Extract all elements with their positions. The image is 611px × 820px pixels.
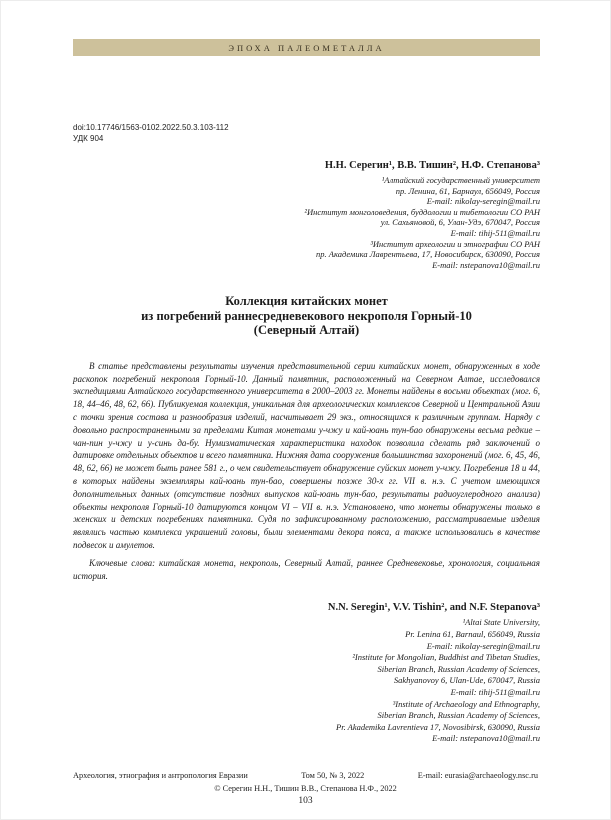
affiliation-line: ²Институт монголоведения, буддологии и тибетологии СО РАН [304, 206, 540, 217]
affiliation-line: Siberian Branch, Russian Academy of Sciences, [377, 710, 540, 721]
affiliation-line: ²Institute for Mongolian, Buddhist and Tibetan Studies, [352, 652, 540, 663]
title-line: из погребений раннесредневекового некрополя Горный-10 [141, 308, 472, 323]
footer-row [73, 771, 538, 781]
affiliations-en [73, 617, 540, 745]
running-head-text: ЭПОХА ПАЛЕОМЕТАЛЛА [228, 42, 385, 53]
article-meta [73, 122, 540, 144]
title-line: (Северный Алтай) [253, 323, 360, 338]
authors-ru: Н.Н. Серегин¹, В.В. Тишин², Н.Ф. Степанова³ [324, 160, 540, 171]
running-head-band [73, 39, 540, 56]
affiliation-line: E-mail: nstepanova10@mail.ru [432, 259, 540, 270]
affiliation-line: ³Institute of Archaeology and Ethnography, [392, 698, 540, 709]
affiliation-line: E-mail: tihij-511@mail.ru [450, 227, 540, 238]
issue-info: Том 50, № 3, 2022 [301, 771, 365, 780]
affiliation-line: ¹Алтайский государственный университет [381, 175, 540, 185]
article-title [73, 294, 540, 338]
abstract-text: В статье представлены результаты изучения представительной серии китайских монет, обнаруженных в ходе раскопок погребений некрополя Горный-10. Данный памятник, расположенный на Северном Алтае, исследовался экспедициями Алтайского государственного университета в 2000–2003 гг. Монеты найдены в восьми объектах (мог. 6, 18, 44–46, 48, 62, 66). Публикуемая коллекция, уникальная для археологических комплексов Северной и Центральной Азии с точки зрения состава и разнообразия изделий, насчитывает 29 экз., относящихся к различным группам. Наряду с довольно распространенными за пределами Китая монетами у-чжу и кай-юань тун-бао обнаружены весьма редкие – чан-пин у-чжу и у-синь да-бу. Нумизматическая характеристика находок позволила сделать ряд заключений о датировке отдельных объектов и всего памятника. Нижняя дата сооружения большинства захоронений (мог. 6, 45, 46, 48, 62, 66) не может быть ранее 581 г., о чем свидетельствует обнаружение суйских монет у-чжу. Погребения 18 и 44, в которых найдены экземпляры кай-юань тун-бао, совершены позже 30-х гг. VII в. н.э. С учетом имеющихся дополнительных данных (отсутствие поздних выпусков кай-юань тун-бао, результаты радиоуглеродного анализа) объекты некрополя Горный-10 датируются концом VI – VII в. н.э. Установлено, что монеты обнаружены только в женских и детских погребениях памятника. Судя по зафиксированному расположению, рассматриваемые изделия являлись частью комплекса украшений головы, были элементами декора пояса, а также использовались в качестве подвесок и амулетов. [73, 360, 540, 550]
journal-email: E-mail: eurasia@archaeology.nsc.ru [417, 771, 538, 780]
udc-text: УДК 904 [73, 134, 104, 143]
page-content [73, 39, 540, 745]
affiliation-line: пр. Ленина, 61, Барнаул, 656049, Россия [395, 185, 540, 196]
affiliation-line: ³Институт археологии и этнографии СО РАН [370, 238, 540, 249]
affiliation-line: Siberian Branch, Russian Academy of Sciences, [377, 663, 540, 674]
affiliation-line: Sakhyanovoy 6, Ulan-Ude, 670047, Russia [393, 675, 540, 686]
keywords-text: Ключевые слова: китайская монета, некрополь, Северный Алтай, раннее Средневековье, хронология, социальная история. [73, 557, 540, 581]
affiliation-line: пр. Академика Лаврентьева, 17, Новосибирск, 630090, Россия [316, 249, 540, 260]
affiliation-line: E-mail: nikolay-seregin@mail.ru [426, 640, 540, 651]
affiliations-ru [73, 175, 540, 270]
affiliation-line: ул. Сахьяновой, 6, Улан-Удэ, 670047, Россия [380, 217, 540, 228]
title-line: Коллекция китайских монет [225, 294, 388, 309]
affiliation-line: E-mail: nstepanova10@mail.ru [432, 733, 540, 744]
affiliation-line: E-mail: tihij-511@mail.ru [450, 686, 540, 697]
affiliation-line: E-mail: nikolay-seregin@mail.ru [426, 196, 540, 207]
footer [73, 771, 538, 794]
affiliation-line: Pr. Lenina 61, Barnaul, 656049, Russia [405, 628, 540, 639]
doi-text: doi:10.17746/1563-0102.2022.50.3.103-112 [73, 123, 229, 132]
copyright-line: © Серегин Н.Н., Тишин В.В., Степанова Н.Ф., 2022 [214, 784, 397, 793]
authors-en: N.N. Seregin¹, V.V. Tishin², and N.F. Stepanova³ [327, 602, 540, 614]
affiliation-line: Pr. Akademika Lavrentieva 17, Novosibirsk, 630090, Russia [336, 721, 540, 732]
journal-name: Археология, этнография и антропология Евразии [73, 771, 248, 780]
page-number: 103 [298, 796, 313, 806]
affiliation-line: ¹Altai State University, [462, 617, 540, 628]
